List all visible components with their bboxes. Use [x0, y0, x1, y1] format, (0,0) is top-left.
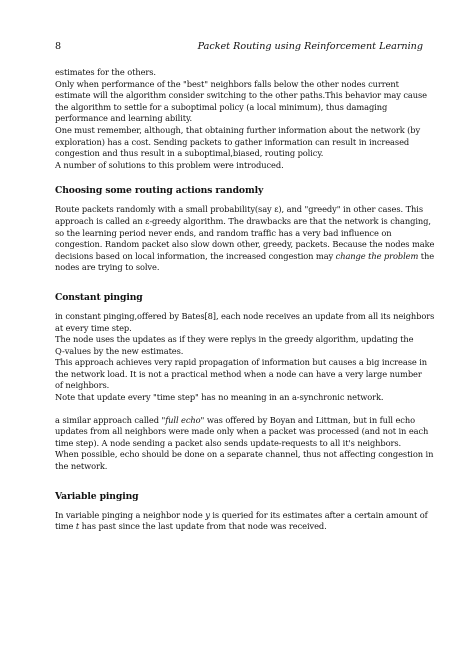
- text-line: [55, 250, 435, 263]
- text-line: When possible, echo should be done on a separate channel, thus not affecting congestion in: [55, 449, 434, 460]
- text-line: the network load. It is not a practical method when a node can have a very large number: [55, 368, 422, 379]
- text-segment: has past since the last update from that node was received.: [79, 521, 327, 532]
- text-line: One must remember, although, that obtaining further information about the network (by: [55, 124, 421, 135]
- text-line: Route packets randomly with a small probability(say ε), and "greedy" in other cases. This: [55, 204, 423, 215]
- text-line: congestion and thus result in a suboptimal,biased, routing policy.: [55, 148, 324, 159]
- text-segment: a similar approach called: [55, 414, 162, 425]
- text-line: Note that update every "time step" has no meaning in an a-synchronic network.: [55, 392, 384, 403]
- running-title: Packet Routing using Reinforcement Learning: [197, 41, 423, 52]
- math-variable: y: [205, 509, 210, 520]
- text-line: time step). A node sending a packet also sends update-requests to all it's neighbors.: [55, 437, 402, 448]
- text-line: updates from all neighbors were made only when a packet was processed (and not in each: [55, 426, 429, 437]
- page-number: 8: [55, 41, 62, 52]
- math-variable: t: [75, 521, 80, 532]
- text-line: the algorithm to settle for a suboptimal policy (a local minimum), thus damaging: [55, 101, 388, 112]
- text-line: exploration) has a cost. Sending packets to gather information can result in increased: [55, 136, 410, 147]
- section-heading-constant-pinging: Constant pinging: [55, 291, 143, 303]
- text-segment: In variable pinging a neighbor node: [55, 509, 206, 520]
- text-line: so the learning period never ends, and random traffic has a very bad influence on: [55, 227, 392, 238]
- text-line: A number of solutions to this problem were introduced.: [55, 159, 284, 170]
- text-segment: the: [418, 250, 435, 261]
- section-heading-random-routing: Choosing some routing actions randomly: [55, 185, 264, 197]
- intro-paragraph: [55, 67, 427, 171]
- full-echo-paragraph: [55, 414, 434, 473]
- constant-pinging-paragraph: [55, 310, 435, 404]
- paragraph-gap: [55, 404, 423, 415]
- text-line: the network.: [55, 461, 108, 472]
- text-line: [55, 521, 423, 533]
- text-line: in constant pinging,offered by Bates[8], each node receives an update from all its neighbors: [55, 310, 435, 321]
- text-line: approach is called an ε-greedy algorithm. The drawbacks are that the network is changing,: [55, 215, 431, 226]
- text-line: nodes are trying to solve.: [55, 262, 160, 273]
- text-line: performance and learning ability.: [55, 113, 193, 124]
- text-line: at every time step.: [55, 322, 132, 333]
- text-line: congestion. Random packet also slow down other, greedy, packets. Because the nodes make: [55, 239, 435, 250]
- emphasis-text: "full echo": [161, 414, 205, 425]
- text-line: estimates for the others.: [55, 67, 156, 77]
- text-line: estimate will the algorithm consider switching to the other paths.This behavior may cause: [55, 90, 427, 101]
- variable-pinging-paragraph: [55, 509, 428, 533]
- text-segment: time: [55, 521, 76, 532]
- text-segment: is queried for its estimates after a certain amount of: [209, 509, 428, 520]
- text-line: This approach achieves very rapid propagation of information but causes a big increase in: [55, 357, 427, 368]
- text-segment: was offered by Boyan and Littman, but in full echo: [204, 414, 415, 425]
- text-line: [55, 415, 423, 427]
- section-heading-variable-pinging: Variable pinging: [55, 490, 139, 502]
- random-routing-paragraph: [55, 204, 435, 274]
- text-line: [55, 509, 428, 522]
- text-line: Only when performance of the "best" neighbors falls below the other nodes current: [55, 78, 399, 89]
- text-line: The node uses the updates as if they were replys in the greedy algorithm, updating the: [55, 334, 414, 345]
- text-line: of neighbors.: [55, 380, 110, 391]
- emphasis-text: change the problem: [335, 250, 419, 261]
- text-line: Q-values by the new estimates.: [55, 345, 184, 356]
- text-segment: decisions based on local information, the increased congestion may: [55, 250, 336, 261]
- body-text: [55, 67, 435, 533]
